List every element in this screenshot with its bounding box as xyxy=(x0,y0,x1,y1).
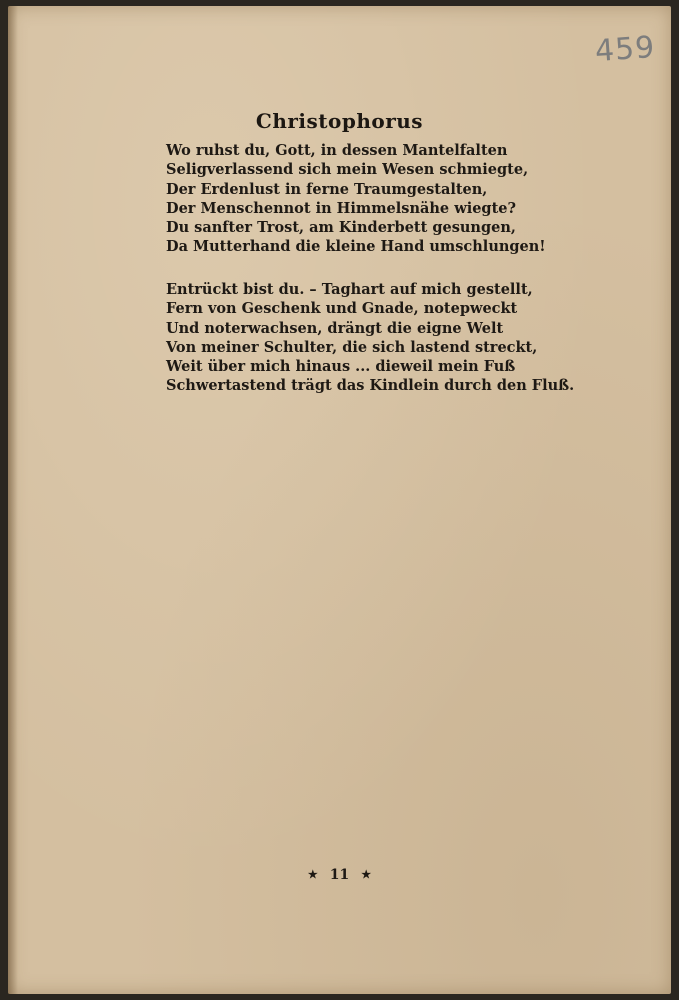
poem-line: Der Menschennot in Himmelsnähe wiegte? xyxy=(166,199,516,217)
star-ornament-icon: ★ xyxy=(307,868,318,881)
poem-line: Fern von Geschenk und Gnade, notерweckt xyxy=(166,300,518,318)
poem-stanza-2 xyxy=(166,280,575,396)
poem-line: Seligverlassend sich mein Wesen schmiegte, xyxy=(166,161,529,179)
poem-stanza-1 xyxy=(166,141,566,257)
poem-title: Christophorus xyxy=(255,109,424,133)
poem-line: Und noterwachsen, drängt die eigne Welt xyxy=(166,319,504,337)
poem-line: Weit über mich hinaus ... dieweil mein Fuß xyxy=(166,358,516,376)
book-page xyxy=(8,6,671,994)
handwritten-folio-number: 459 xyxy=(593,29,657,70)
poem-line: Der Erdenlust in ferne Traumgestalten, xyxy=(166,180,488,198)
poem-line: Du sanfter Trost, am Kinderbett gesungen, xyxy=(166,219,516,237)
page-number: 11 xyxy=(329,867,350,883)
poem-line: Wo ruhst du, Gott, in dessen Mantelfalten xyxy=(166,142,508,159)
poem-line: Von meiner Schulter, die sich lastend streckt, xyxy=(166,338,538,356)
page-number-footer xyxy=(8,867,671,883)
page-spine-shadow xyxy=(8,6,18,994)
poem-line: Entrückt bist du. – Taghart auf mich gestellt, xyxy=(166,281,533,298)
poem-line: Da Mutterhand die kleine Hand umschlungen! xyxy=(166,238,546,256)
star-ornament-icon: ★ xyxy=(361,868,372,881)
poem-line: Schwertastend trägt das Kindlein durch den Fluß. xyxy=(166,377,575,395)
